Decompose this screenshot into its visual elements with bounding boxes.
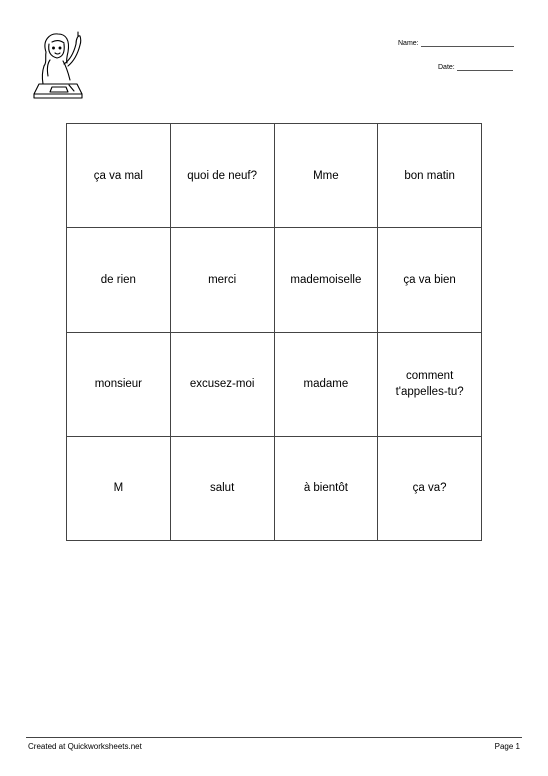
grid-cell: ça va bien: [378, 228, 482, 332]
grid-cell: de rien: [67, 228, 171, 332]
grid-row: [67, 436, 482, 540]
footer-credit: Created at Quickworksheets.net: [28, 742, 142, 751]
grid-cell: ça va mal: [67, 124, 171, 228]
grid-cell: quoi de neuf?: [170, 124, 274, 228]
grid-cell: bon matin: [378, 124, 482, 228]
bingo-grid: [66, 123, 482, 541]
grid-cell: monsieur: [67, 332, 171, 436]
date-label: Date:: [438, 64, 455, 71]
footer-divider: [26, 737, 522, 738]
grid-row: [67, 228, 482, 332]
grid-cell: excusez-moi: [170, 332, 274, 436]
date-field[interactable]: [438, 64, 513, 71]
grid-cell: ça va?: [378, 436, 482, 540]
name-field[interactable]: [398, 40, 514, 47]
grid-cell: madame: [274, 332, 378, 436]
date-line[interactable]: [457, 70, 513, 71]
name-line[interactable]: [421, 46, 514, 47]
page-number: Page 1: [494, 742, 520, 751]
grid-cell: à bientôt: [274, 436, 378, 540]
grid-row: [67, 332, 482, 436]
grid-cell: M: [67, 436, 171, 540]
name-label: Name:: [398, 40, 419, 47]
grid-cell: mademoiselle: [274, 228, 378, 332]
grid-cell: salut: [170, 436, 274, 540]
grid-row: [67, 124, 482, 228]
grid-cell: merci: [170, 228, 274, 332]
grid-cell: Mme: [274, 124, 378, 228]
grid-cell: comment t'appelles-tu?: [378, 332, 482, 436]
student-at-desk-icon: [30, 30, 88, 104]
